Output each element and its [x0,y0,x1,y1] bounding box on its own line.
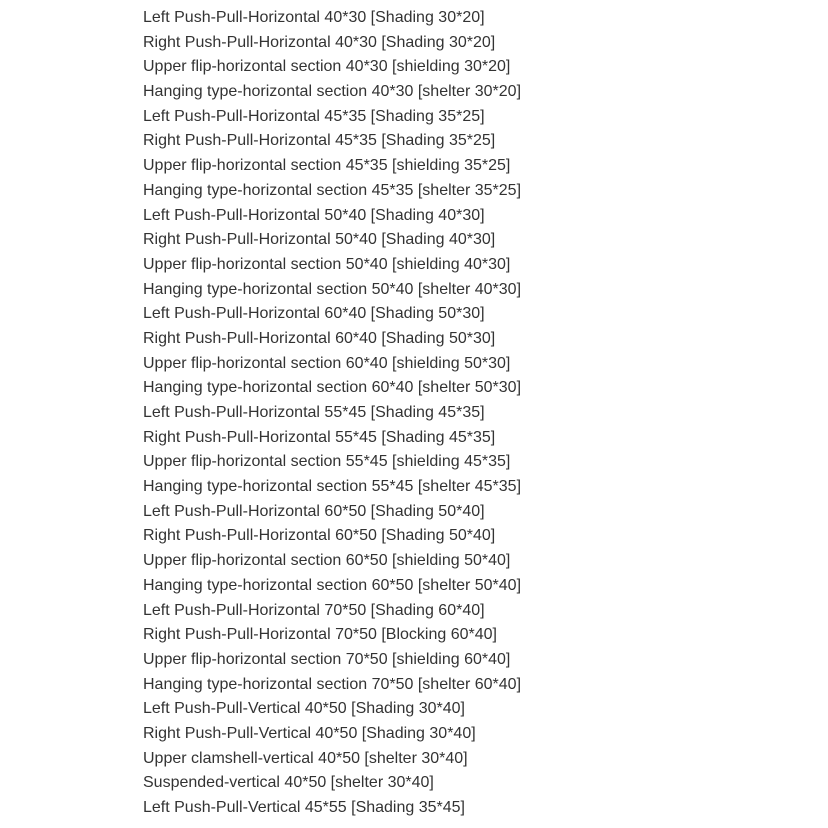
list-item: Left Push-Pull-Horizontal 70*50 [Shading 60*40] [143,601,485,619]
list-item: Upper flip-horizontal section 50*40 [shielding 40*30] [143,255,511,273]
list-item: Right Push-Pull-Horizontal 60*50 [Shading 50*40] [143,527,496,545]
list-item: Hanging type-horizontal section 50*40 [shelter 40*30] [143,280,522,298]
product-spec-list [143,6,521,821]
list-item: Left Push-Pull-Horizontal 45*35 [Shading 35*25] [143,107,485,125]
list-item: Hanging type-horizontal section 60*40 [shelter 50*30] [143,379,522,397]
list-item: Hanging type-horizontal section 40*30 [shelter 30*20] [143,83,522,101]
list-item: Upper flip-horizontal section 40*30 [shielding 30*20] [143,58,511,76]
list-item: Left Push-Pull-Vertical 40*50 [Shading 30*40] [143,700,465,718]
list-item: Right Push-Pull-Vertical 40*50 [Shading 30*40] [143,724,476,742]
list-item: Right Push-Pull-Horizontal 55*45 [Shading 45*35] [143,428,496,446]
list-item: Right Push-Pull-Horizontal 40*30 [Shading 30*20] [143,33,496,51]
list-item: Hanging type-horizontal section 60*50 [shelter 50*40] [143,576,522,594]
list-item: Right Push-Pull-Horizontal 60*40 [Shading 50*30] [143,329,496,347]
list-item: Left Push-Pull-Horizontal 55*45 [Shading 45*35] [143,404,485,421]
list-item: Right Push-Pull-Horizontal 45*35 [Shading 35*25] [143,132,496,150]
list-item: Upper flip-horizontal section 55*45 [shielding 45*35] [143,453,511,471]
list-item: Hanging type-horizontal section 55*45 [shelter 45*35] [143,478,522,496]
list-item: Upper flip-horizontal section 45*35 [shielding 35*25] [143,157,511,175]
list-item: Left Push-Pull-Vertical 45*55 [Shading 35*45] [143,799,465,816]
list-item: Upper flip-horizontal section 60*50 [shielding 50*40] [143,552,511,570]
list-item: Upper flip-horizontal section 60*40 [shielding 50*30] [143,354,511,372]
list-item: Left Push-Pull-Horizontal 60*40 [Shading 50*30] [143,305,485,323]
list-item: Hanging type-horizontal section 70*50 [shelter 60*40] [143,675,522,693]
list-item: Right Push-Pull-Horizontal 70*50 [Blocking 60*40] [143,626,497,644]
list-item: Suspended-vertical 40*50 [shelter 30*40] [143,774,434,792]
list-item: Left Push-Pull-Horizontal 50*40 [Shading 40*30] [143,206,485,224]
list-item: Hanging type-horizontal section 45*35 [shelter 35*25] [143,181,522,199]
list-item: Left Push-Pull-Horizontal 40*30 [Shading 30*20] [143,9,485,26]
list-item: Upper clamshell-vertical 40*50 [shelter 30*40] [143,749,468,767]
list-item: Upper flip-horizontal section 70*50 [shielding 60*40] [143,650,511,668]
list-item: Left Push-Pull-Horizontal 60*50 [Shading 50*40] [143,502,485,520]
list-item: Right Push-Pull-Horizontal 50*40 [Shading 40*30] [143,231,496,249]
